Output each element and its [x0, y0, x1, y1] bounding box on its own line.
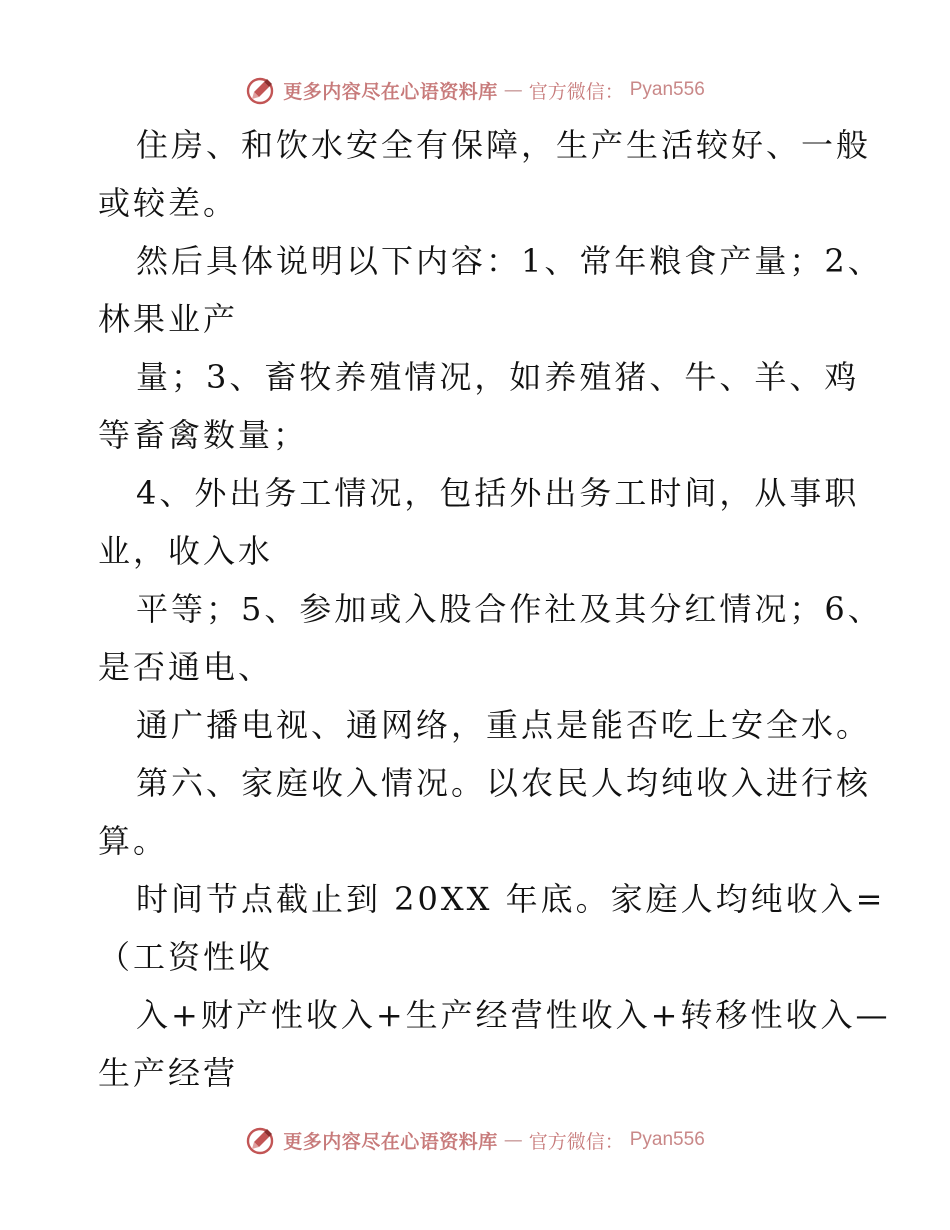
pen-logo-icon	[245, 74, 277, 106]
text-line: 生产经营	[98, 1054, 239, 1092]
text-line: 是否通电、	[98, 648, 274, 686]
text-line: 算。	[98, 822, 169, 860]
text-line: 然后具体说明以下内容：1、常年粮食产量；2、	[136, 242, 883, 280]
text-line: 或较差。	[98, 184, 239, 222]
watermark-brand-text: 更多内容尽在心语资料库	[283, 80, 498, 103]
text-line: （工资性收	[98, 938, 274, 976]
watermark-wechat-id: Pyan556	[629, 1129, 705, 1150]
watermark-separator: —	[503, 79, 523, 101]
watermark-brand-text: 更多内容尽在心语资料库	[283, 1130, 498, 1153]
text-line: 量；3、畜牧养殖情况，如养殖猪、牛、羊、鸡	[136, 358, 860, 396]
watermark-wechat-label: 官方微信：	[528, 80, 624, 103]
pen-logo-icon	[245, 1124, 277, 1156]
text-line: 4、外出务工情况，包括外出务工时间，从事职	[136, 474, 860, 512]
text-line: 入+财产性收入+生产经营性收入+转移性收入—	[136, 996, 891, 1034]
text-line: 住房、和饮水安全有保障，生产生活较好、一般	[136, 126, 872, 164]
watermark-wechat-id: Pyan556	[629, 79, 705, 100]
text-line: 等畜禽数量；	[98, 416, 309, 454]
watermark-separator: —	[503, 1129, 523, 1151]
text-line: 平等；5、参加或入股合作社及其分红情况；6、	[136, 590, 883, 628]
text-line: 第六、家庭收入情况。以农民人均纯收入进行核	[136, 764, 872, 802]
text-line: 业，收入水	[98, 532, 274, 570]
header-watermark	[0, 72, 950, 108]
footer-watermark	[0, 1122, 950, 1158]
text-line: 林果业产	[98, 300, 239, 338]
document-body	[98, 116, 891, 1102]
text-line: 时间节点截止到 20XX 年底。家庭人均纯收入=	[136, 880, 886, 918]
watermark-wechat-label: 官方微信：	[528, 1130, 624, 1153]
text-line: 通广播电视、通网络，重点是能否吃上安全水。	[136, 706, 872, 744]
